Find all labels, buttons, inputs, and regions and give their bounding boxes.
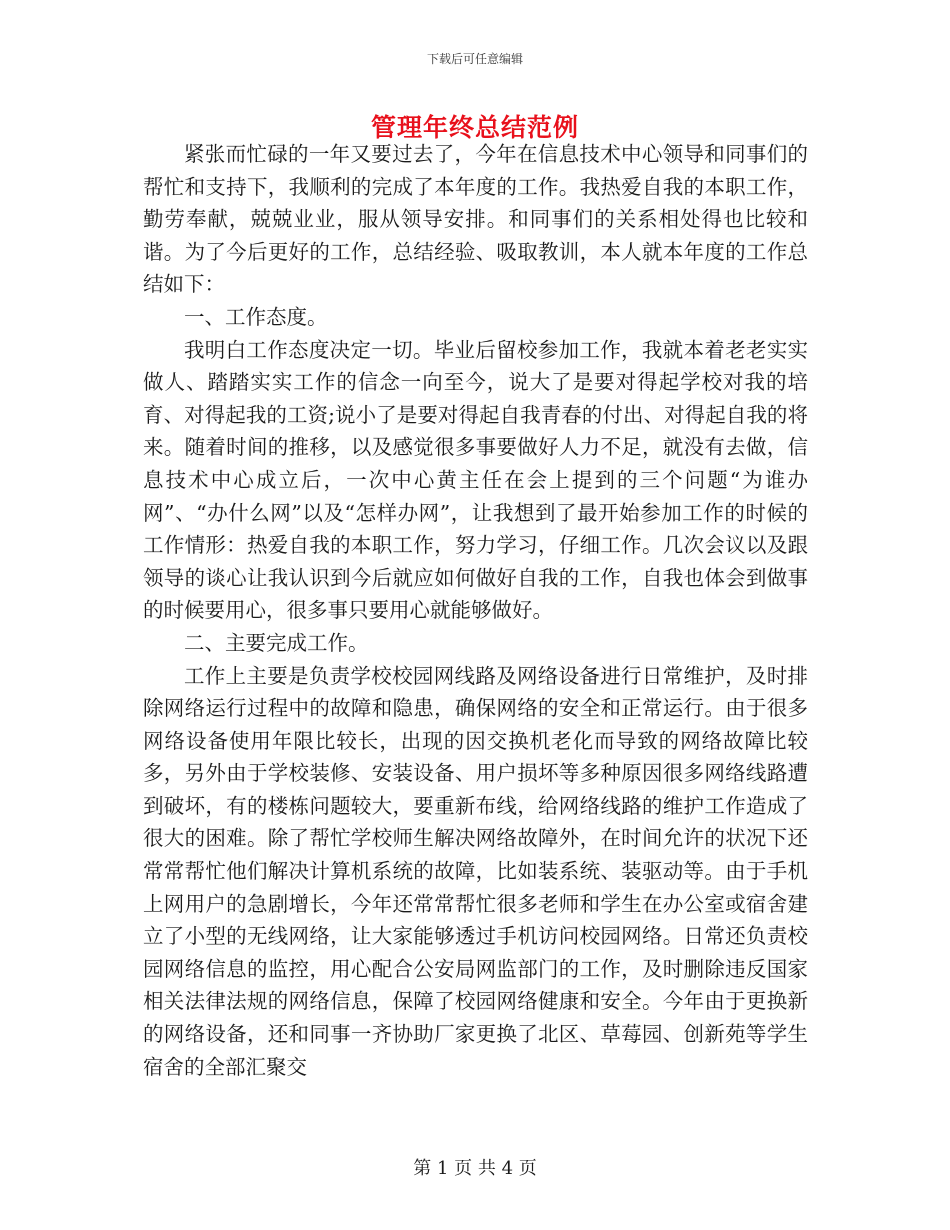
paragraph-main-work: 工作上主要是负责学校校园网线路及网络设备进行日常维护，及时排除网络运行过程中的故障和隐患，确保网络的安全和正常运行。由于很多网络设备使用年限比较长，出现的因交换机老化而导致的网络故障比较多，另外由于学校装修、安装设备、用户损坏等多种原因很多网络线路遭到破坏，有的楼栋问题较大，要重新布线，给网络线路的维护工作造成了很大的困难。除了帮忙学校师生解决网络故障外，在时间允许的状况下还常常帮忙他们解决计算机系统的故障，比如装系统、装驱动等。由于手机上网用户的急剧增长，今年还常常帮忙很多老师和学生在办公室或宿舍建立了小型的无线网络，让大家能够透过手机访问校园网络。日常还负责校园网络信息的监控，用心配合公安局网监部门的工作，及时删除违反国家相关法律法规的网络信息，保障了校园网络健康和安全。今年由于更换新的网络设备，还和同事一齐协助厂家更换了北区、草莓园、创新苑等学生宿舍的全部汇聚交 <box>143 663 808 1079</box>
paragraph-work-attitude: 我明白工作态度决定一切。毕业后留校参加工作，我就本着老老实实做人、踏踏实实工作的信念一向至今，说大了是要对得起学校对我的培育、对得起我的工资;说小了是要对得起自我青春的付出、对得起自我的将来。随着时间的推移，以及感觉很多事要做好人力不足，就没有去做，信息技术中心成立后，一次中心黄主任在会上提到的三个问题“为谁办网”、“办什么网”以及“怎样办网”，让我想到了最开始参加工作的时候的工作情形：热爱自我的本职工作，努力学习，仔细工作。几次会议以及跟领导的谈心让我认识到今后就应如何做好自我的工作，自我也体会到做事的时候要用心，很多事只要用心就能够做好。 <box>143 337 808 623</box>
document-body <box>143 138 808 1083</box>
section-heading-work-attitude: 一、工作态度。 <box>184 304 328 329</box>
page-number-footer: 第 1 页 共 4 页 <box>413 1158 537 1179</box>
paragraph-intro: 紧张而忙碌的一年又要过去了，今年在信息技术中心领导和同事们的帮忙和支持下，我顺利的完成了本年度的工作。我热爱自我的本职工作，勤劳奉献，兢兢业业，服从领导安排。和同事们的关系相处得也比较和谐。为了今后更好的工作，总结经验、吸取教训，本人就本年度的工作总结如下： <box>143 142 808 297</box>
document-title: 管理年终总结范例 <box>370 113 579 142</box>
page-header: 下载后可任意编辑 <box>426 52 523 66</box>
section-heading-main-work: 二、主要完成工作。 <box>184 630 369 655</box>
